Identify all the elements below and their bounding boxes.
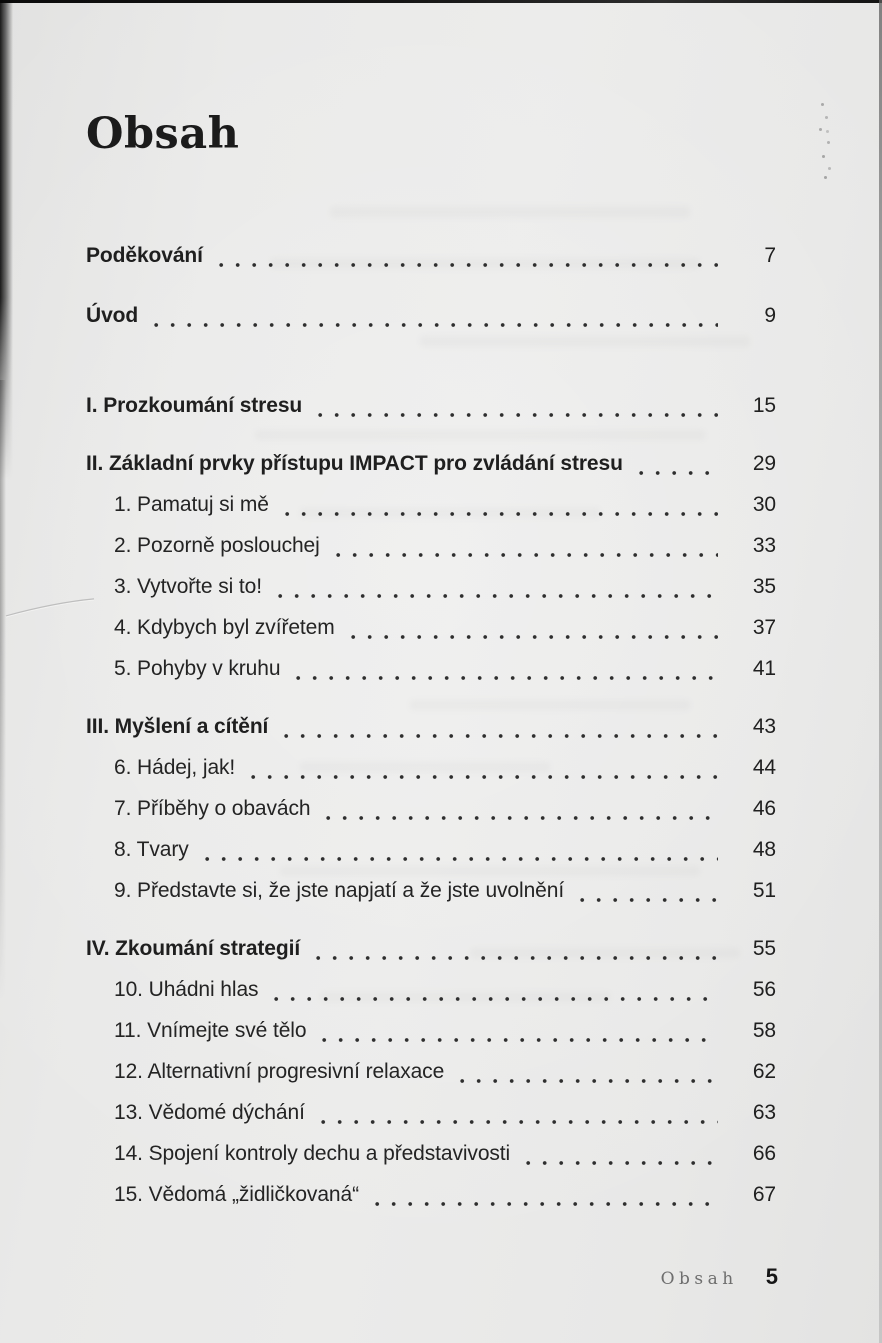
page-footer xyxy=(661,1264,778,1290)
toc-entry-page-number: 51 xyxy=(752,879,776,902)
toc-entry xyxy=(86,1183,776,1211)
speckle-artifact xyxy=(821,103,824,106)
toc-entry-label: 8. Tvary xyxy=(114,838,189,861)
dot-leader xyxy=(336,551,718,559)
toc-entry xyxy=(86,715,776,743)
toc-entry-page-number: 9 xyxy=(764,304,776,327)
toc-entry-page-number: 35 xyxy=(752,575,776,598)
toc-entry-page-number: 30 xyxy=(752,493,776,516)
dot-leader xyxy=(351,633,718,641)
bleed-through-artifact xyxy=(330,206,690,218)
toc-entry-label: I. Prozkoumání stresu xyxy=(86,394,303,417)
toc-entry-page-number: 41 xyxy=(752,657,776,680)
dot-leader xyxy=(251,773,718,781)
toc-entry-label: 15. Vědomá „židličkovaná“ xyxy=(114,1183,359,1206)
toc-entry xyxy=(86,1142,776,1170)
toc-entry-page-number: 58 xyxy=(752,1019,776,1042)
toc-entry xyxy=(86,937,776,965)
scan-edge-left-soft xyxy=(0,380,6,1000)
dot-leader xyxy=(375,1200,718,1208)
toc-entry-page-number: 7 xyxy=(764,244,776,267)
toc-entry-page-number: 63 xyxy=(752,1101,776,1124)
toc-entry-label: 5. Pohyby v kruhu xyxy=(114,657,281,680)
dot-leader xyxy=(274,995,718,1003)
toc-entry-label: Poděkování xyxy=(86,244,203,267)
dot-leader xyxy=(278,592,718,600)
toc-entry xyxy=(86,616,776,644)
toc-entry xyxy=(86,1101,776,1129)
dot-leader xyxy=(219,261,718,269)
dot-leader xyxy=(284,732,718,740)
dot-leader xyxy=(460,1077,718,1085)
toc-entry xyxy=(86,244,776,272)
toc-entry-label: 9. Představte si, že jste napjatí a že jste uvolnění xyxy=(114,879,565,902)
toc-entry-label: II. Základní prvky přístupu IMPACT pro zvládání stresu xyxy=(86,452,623,475)
toc-entry-label: 1. Pamatuj si mě xyxy=(114,493,269,516)
dot-leader xyxy=(285,510,718,518)
toc-entry-page-number: 48 xyxy=(752,838,776,861)
toc-entry xyxy=(86,838,776,866)
toc-entry-page-number: 33 xyxy=(752,534,776,557)
toc-entry-label: 6. Hádej, jak! xyxy=(114,756,236,779)
toc-entry-label: 12. Alternativní progresivní relaxace xyxy=(114,1060,445,1083)
dot-leader xyxy=(326,814,718,822)
toc-list xyxy=(86,244,776,1211)
toc-entry-label: 7. Příběhy o obavách xyxy=(114,797,311,820)
footer-section-label: Obsah xyxy=(660,1269,738,1289)
toc-entry-label: 3. Vytvořte si to! xyxy=(114,575,262,598)
dot-leader xyxy=(321,1118,718,1126)
toc-entry xyxy=(86,1060,776,1088)
toc-entry-label: 4. Kdybych byl zvířetem xyxy=(114,616,335,639)
toc-entry-page-number: 43 xyxy=(752,715,776,738)
dot-leader xyxy=(580,896,718,904)
dot-leader xyxy=(296,674,718,682)
toc-entry-page-number: 29 xyxy=(752,452,776,475)
toc-entry-label: 10. Uhádni hlas xyxy=(114,978,259,1001)
dot-leader xyxy=(318,411,718,419)
dot-leader xyxy=(205,855,718,863)
toc-entry-page-number: 37 xyxy=(752,616,776,639)
toc-entry-page-number: 62 xyxy=(752,1060,776,1083)
page-title: Obsah xyxy=(86,108,240,159)
dot-leader xyxy=(154,321,718,329)
toc-entry xyxy=(86,575,776,603)
toc-entry xyxy=(86,534,776,562)
toc-entry xyxy=(86,452,776,480)
toc-entry-page-number: 15 xyxy=(752,394,776,417)
toc-entry-label: 2. Pozorně poslouchej xyxy=(114,534,320,557)
footer-page-number: 5 xyxy=(765,1264,778,1289)
toc-entry xyxy=(86,978,776,1006)
toc-entry xyxy=(86,797,776,825)
scan-edge-top xyxy=(0,0,882,3)
toc-entry-label: 14. Spojení kontroly dechu a představivosti xyxy=(114,1142,511,1165)
toc-entry xyxy=(86,1019,776,1047)
toc-entry-label: Úvod xyxy=(86,304,139,327)
toc-entry xyxy=(86,756,776,784)
toc-entry-label: IV. Zkoumání strategií xyxy=(86,937,301,960)
toc-entry-label: III. Myšlení a cítění xyxy=(86,715,269,738)
scratch-artifact xyxy=(4,594,96,620)
toc-entry-page-number: 44 xyxy=(752,756,776,779)
dot-leader xyxy=(526,1159,718,1167)
toc-entry xyxy=(86,879,776,907)
toc-entry xyxy=(86,493,776,521)
toc-entry-label: 11. Vnímejte své tělo xyxy=(114,1019,307,1042)
dot-leader xyxy=(639,469,718,477)
toc-entry xyxy=(86,657,776,685)
toc-entry xyxy=(86,304,776,332)
dot-leader xyxy=(322,1036,718,1044)
toc-entry-page-number: 56 xyxy=(752,978,776,1001)
toc-entry-page-number: 66 xyxy=(752,1142,776,1165)
toc-entry xyxy=(86,394,776,422)
toc-entry-page-number: 55 xyxy=(752,937,776,960)
dot-leader xyxy=(316,954,718,962)
toc-entry-label: 13. Vědomé dýchání xyxy=(114,1101,305,1124)
toc-entry-page-number: 46 xyxy=(752,797,776,820)
toc-entry-page-number: 67 xyxy=(752,1183,776,1206)
